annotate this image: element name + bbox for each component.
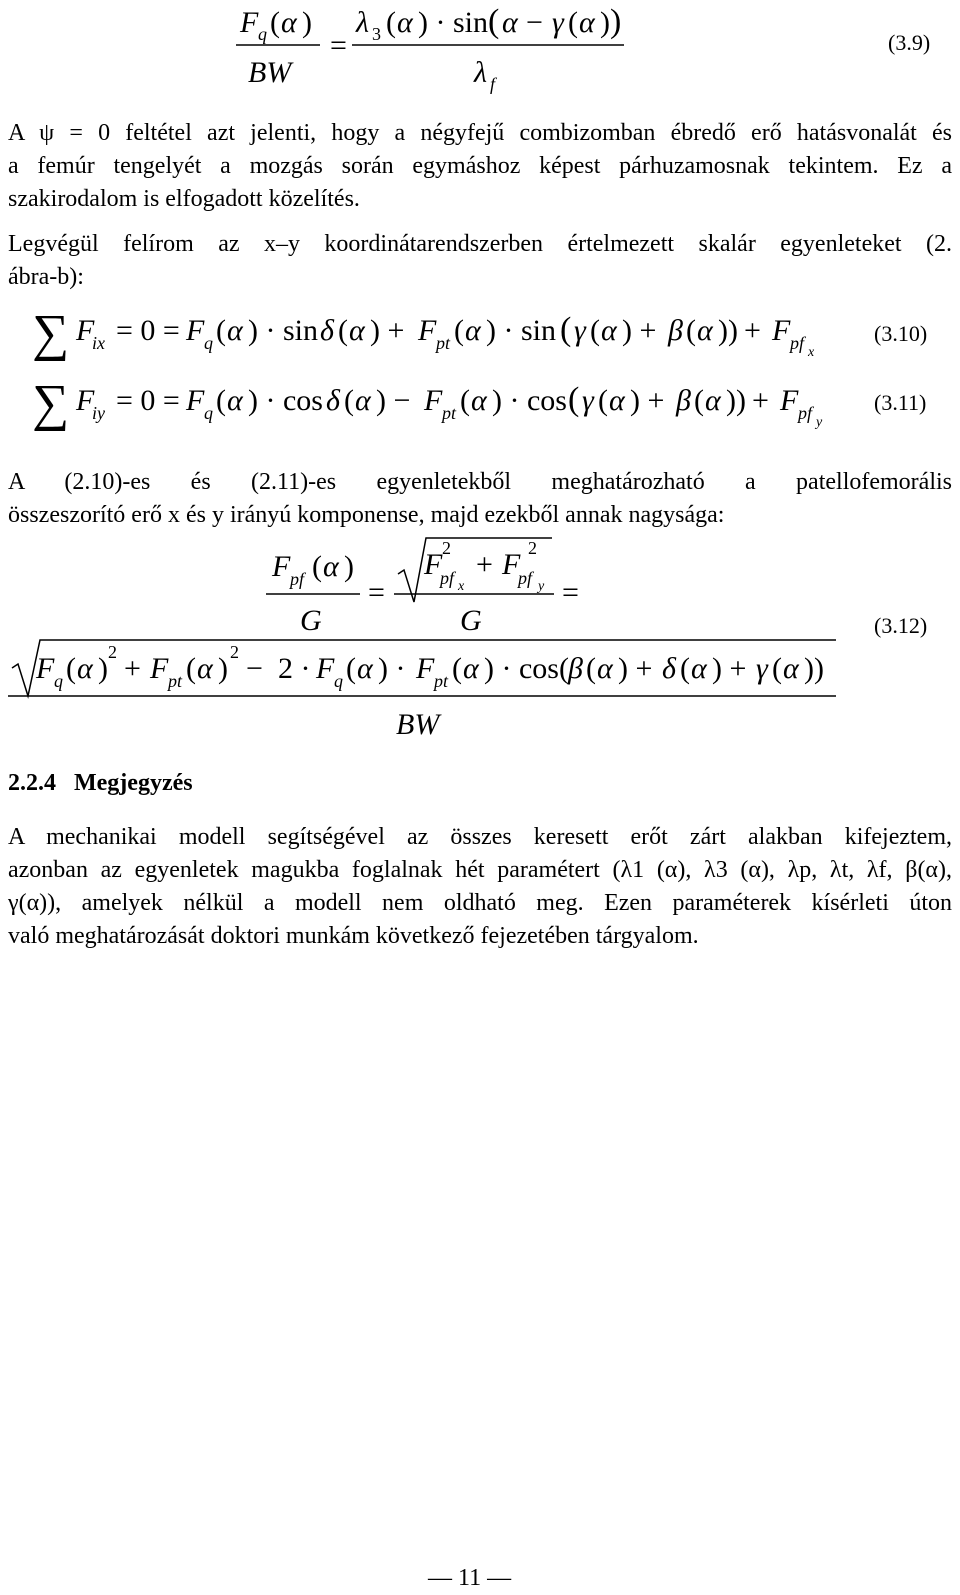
svg-text:F: F [502,548,521,581]
svg-text:λ: λ [474,56,487,89]
equation-number-3-9: (3.9) [888,30,931,55]
svg-text:+: + [476,548,493,581]
svg-text:α: α [197,652,213,685]
svg-text:α: α [281,6,297,39]
paragraph-line: szakirodalom is elfogadott közelítés. [8,186,360,212]
svg-text:−: − [526,6,543,39]
svg-text:BW: BW [396,708,440,741]
svg-text:α: α [227,314,243,347]
svg-text:(: ( [488,3,500,40]
svg-text:(: ( [586,652,596,685]
svg-text:F: F [240,6,259,39]
svg-text:q: q [54,671,63,691]
svg-text:α: α [579,6,595,39]
svg-text:α: α [609,384,625,417]
svg-text:(: ( [338,314,348,347]
svg-text:+: + [752,384,769,417]
svg-text:pf: pf [798,403,813,423]
svg-text:pf: pf [290,569,305,589]
svg-text:(: ( [598,384,608,417]
svg-text:(: ( [772,652,782,685]
svg-text:λ: λ [356,6,369,39]
svg-text:(: ( [680,652,690,685]
svg-text:+: + [744,314,761,347]
svg-text:): ) [344,550,354,583]
paragraph-3 [8,466,952,532]
svg-text:)): )) [718,314,738,347]
paragraph-line: összeszorító erő x és y irányú komponense, majd ezekből annak nagysága: [8,502,725,528]
svg-text:)): )) [726,384,746,417]
svg-text:(: ( [270,6,280,39]
svg-text:BW: BW [248,56,292,89]
svg-text:α: α [357,652,373,685]
svg-text:α: α [355,384,371,417]
paragraph-line: ábra-b): [8,264,84,290]
svg-text:G: G [300,604,322,637]
svg-text:F: F [150,652,169,685]
svg-text:F: F [272,550,291,583]
paragraph-line: γ(α)), amelyek nélkül a modell nem oldható meg. Ezen paraméterek kísérleti úton [8,890,952,916]
svg-text:β: β [568,652,583,685]
svg-text:2: 2 [528,538,537,558]
svg-text:δ: δ [662,652,676,685]
svg-text:) · cos(: ) · cos( [484,652,569,685]
equation-number-3-11: (3.11) [874,390,927,415]
svg-text:α: α [697,314,713,347]
equation-number-3-12: (3.12) [874,613,928,638]
svg-text:) +: ) + [622,314,657,347]
svg-text:2: 2 [442,538,451,558]
svg-text:F: F [418,314,437,347]
equation-3-10 [0,300,960,370]
svg-text:α: α [502,6,518,39]
svg-text:(: ( [590,314,600,347]
svg-text:α: α [471,384,487,417]
svg-text:2: 2 [230,642,239,662]
svg-text:α: α [597,652,613,685]
paragraph-1 [8,117,952,216]
svg-text:iy: iy [92,403,105,423]
svg-text:F: F [76,384,95,417]
paragraph-line: A mechanikai modell segítségével az összes keresett erőt zárt alakban kifejeztem, [8,824,952,850]
svg-text:(: ( [216,384,226,417]
equation-3-11 [0,365,960,440]
svg-text:α: α [463,652,479,685]
svg-text:δ: δ [326,384,340,417]
svg-text:pt: pt [436,333,451,353]
svg-text:= 0 =: = 0 = [116,384,180,417]
svg-text:pf: pf [518,568,533,588]
svg-text:q: q [334,671,343,691]
svg-text:(: ( [344,384,354,417]
svg-text:(: ( [454,314,464,347]
svg-text:F: F [772,314,791,347]
svg-text:α: α [397,6,413,39]
svg-text:(: ( [216,314,226,347]
svg-text:F: F [416,652,435,685]
svg-text:γ: γ [582,384,594,417]
svg-text:)): )) [804,652,824,685]
svg-text:β: β [676,384,691,417]
svg-text:(: ( [452,652,462,685]
svg-text:) · sin: ) · sin [486,314,556,347]
svg-text:q: q [204,403,213,423]
svg-text:(: ( [694,384,704,417]
svg-text:pt: pt [168,671,183,691]
svg-text:γ: γ [756,652,768,685]
svg-text:) · cos: ) · cos [492,384,567,417]
svg-text:γ: γ [552,6,564,39]
svg-text:ix: ix [92,333,105,353]
svg-text:pf: pf [790,333,805,353]
equation-3-12 [0,530,960,750]
svg-text:α: α [691,652,707,685]
svg-text:f: f [490,74,496,94]
svg-text:) +: ) + [370,314,405,347]
svg-text:α: α [77,652,93,685]
svg-text:α: α [349,314,365,347]
svg-text:−: − [246,652,263,685]
svg-text:): ) [610,3,622,40]
svg-text:F: F [76,314,95,347]
svg-text:∑: ∑ [32,375,70,432]
svg-text:(: ( [686,314,696,347]
paragraph-line: A ψ = 0 feltétel azt jelenti, hogy a négyfejű combizomban ébredő erő hatásvonalát és [8,120,952,146]
svg-text:): ) [98,652,108,685]
svg-text:(: ( [460,384,470,417]
svg-text:) ·: ) · [378,652,406,685]
svg-text:= 0 =: = 0 = [116,314,180,347]
svg-text:G: G [460,604,482,637]
svg-text:α: α [601,314,617,347]
svg-text:(: ( [346,652,356,685]
svg-text:δ: δ [320,314,334,347]
svg-text:α: α [465,314,481,347]
svg-text:): ) [302,6,312,39]
svg-text:2: 2 [108,642,117,662]
svg-text:) · sin: ) · sin [248,314,318,347]
svg-text:∑: ∑ [32,305,70,362]
svg-text:q: q [258,24,267,44]
svg-text:pt: pt [434,671,449,691]
svg-text:) −: ) − [376,384,411,417]
svg-text:q: q [204,333,213,353]
svg-text:(: ( [386,6,396,39]
paragraph-line: A (2.10)-es és (2.11)-es egyenletekből meghatározható a patellofemorális [8,469,952,495]
svg-text:): ) [600,6,610,39]
paragraph-2 [8,228,952,294]
page-number: — 11 — [428,1565,512,1591]
svg-text:=: = [562,576,579,609]
svg-text:F: F [424,384,443,417]
equation-number-3-10: (3.10) [874,321,928,346]
paragraph-line: a femúr tengelyét a mozgás során egymáshoz képest párhuzamosnak tekintem. Ez a [8,153,952,179]
svg-text:x: x [808,345,815,360]
svg-text:F: F [316,652,335,685]
svg-text:pf: pf [440,568,455,588]
svg-text:(: ( [560,311,572,348]
svg-text:) +: ) + [618,652,653,685]
svg-text:) · cos: ) · cos [248,384,323,417]
svg-text:α: α [323,550,339,583]
svg-text:γ: γ [574,314,586,347]
svg-text:3: 3 [372,24,381,44]
svg-text:F: F [424,548,443,581]
paragraph-4 [8,821,952,953]
svg-text:(: ( [66,652,76,685]
svg-text:F: F [780,384,799,417]
svg-text:(: ( [186,652,196,685]
svg-text:) +: ) + [630,384,665,417]
svg-text:F: F [186,314,205,347]
svg-text:β: β [668,314,683,347]
svg-text:α: α [705,384,721,417]
svg-text:x: x [458,579,465,594]
equation-3-9 [0,0,960,110]
svg-text:=: = [368,576,385,609]
svg-text:) +: ) + [712,652,747,685]
svg-text:(: ( [568,381,580,418]
svg-text:2 ·: 2 · [278,652,311,685]
svg-text:pt: pt [442,403,457,423]
svg-text:F: F [186,384,205,417]
svg-text:(: ( [312,550,322,583]
paragraph-line: Legvégül felírom az x–y koordinátarendszerben értelmezett skalár egyenleteket (2. [8,231,952,257]
svg-text:α: α [783,652,799,685]
svg-text:+: + [124,652,141,685]
svg-text:(: ( [568,6,578,39]
svg-text:y: y [538,579,545,594]
svg-text:): ) [218,652,228,685]
svg-text:y: y [816,415,823,430]
svg-text:=: = [330,29,347,62]
svg-text:) · sin: ) · sin [418,6,488,39]
paragraph-line: való meghatározását doktori munkám következő fejezetében tárgyalom. [8,923,699,949]
svg-text:α: α [227,384,243,417]
section-heading: 2.2.4 Megjegyzés [8,770,193,796]
paragraph-line: azonban az egyenletek magukba foglalnak hét paramétert (λ1 (α), λ3 (α), λp, λt, λf, β(α), [8,857,952,883]
svg-text:F: F [36,652,55,685]
